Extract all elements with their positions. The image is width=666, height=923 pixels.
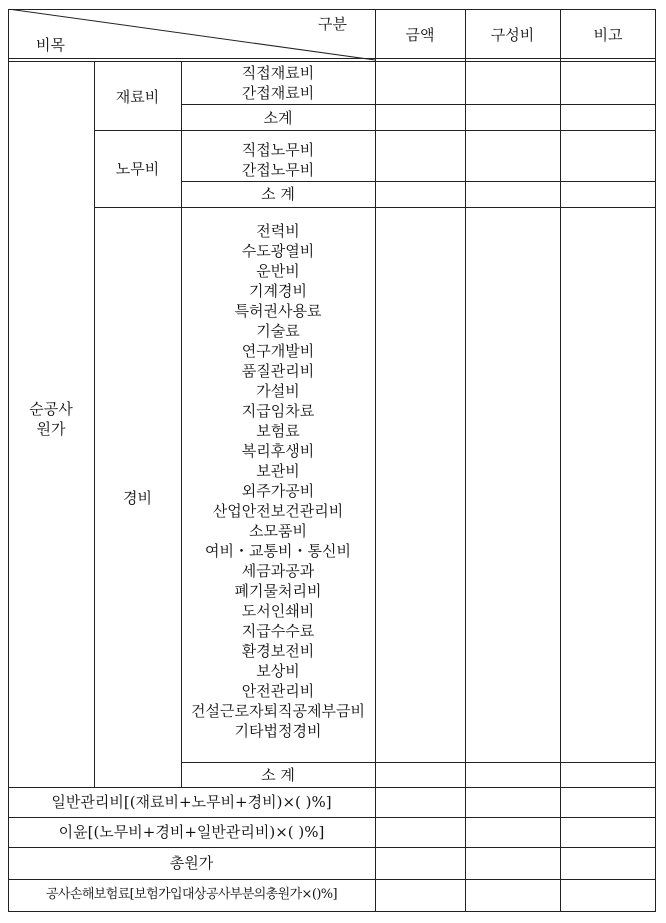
general-admin-cost-row: 일반관리비[(재료비+노무비+경비)×( )%]: [51, 793, 332, 811]
header-bimok-label: 비목: [36, 36, 65, 54]
material-cost-items: [181, 63, 375, 103]
labor-cost-label: 노무비: [115, 160, 160, 178]
list-item: 보상비: [256, 662, 300, 680]
list-item: 품질관리비: [241, 362, 315, 380]
list-item: 간접노무비: [241, 161, 315, 179]
list-item: 지급임차료: [241, 402, 315, 420]
list-item: 직접재료비: [241, 64, 315, 82]
list-item: 지급수수료: [241, 622, 315, 640]
list-item: 기계경비: [249, 282, 307, 300]
list-item: 기술료: [256, 322, 300, 340]
material-subtotal-label: 소계: [263, 109, 293, 127]
list-item: 연구개발비: [241, 342, 315, 360]
list-item: 세금과공과: [241, 562, 315, 580]
header-gubun-label: 구분: [318, 15, 347, 33]
material-cost-label: 재료비: [115, 88, 160, 106]
list-item: 운반비: [256, 262, 300, 280]
net-construction-cost-label: [8, 399, 94, 439]
list-item: 보관비: [256, 462, 300, 480]
column-header-remarks: 비고: [593, 26, 623, 44]
list-item: 외주가공비: [241, 482, 315, 500]
expense-items: [181, 221, 375, 741]
list-item: 특허권사용료: [234, 302, 322, 320]
labor-subtotal-label: 소 계: [261, 185, 295, 203]
list-item: 폐기물처리비: [234, 582, 322, 600]
list-item: 기타법정경비: [234, 722, 322, 740]
list-item: 수도광열비: [241, 242, 315, 260]
list-item: 보험료: [256, 422, 300, 440]
list-item: 간접재료비: [241, 84, 315, 102]
column-header-ratio: 구성비: [490, 26, 535, 44]
expense-subtotal-label: 소 계: [261, 766, 295, 784]
list-item: 복리후생비: [241, 442, 315, 460]
list-item: 건설근로자퇴직공제부금비: [191, 702, 365, 720]
expense-label: 경비: [123, 489, 152, 507]
list-item: 도서인쇄비: [241, 602, 315, 620]
list-item: 가설비: [256, 382, 300, 400]
labor-cost-items: [181, 140, 375, 180]
list-item: 직접노무비: [241, 141, 315, 159]
total-cost-row: 총원가: [169, 854, 214, 872]
list-item: 환경보전비: [241, 642, 315, 660]
cost-breakdown-table: [8, 9, 656, 912]
construction-insurance-row: 공사손해보험료[보험가입대상공사부분의총원가×()%]: [45, 887, 338, 902]
net-cost-label-line1: 순공사: [29, 400, 73, 418]
profit-row: 이윤[(노무비+경비+일반관리비)×( )%]: [58, 823, 325, 841]
net-cost-label-line2: 원가: [36, 420, 66, 438]
list-item: 산업안전보건관리비: [212, 502, 344, 520]
list-item: 안전관리비: [241, 682, 315, 700]
list-item: 소모품비: [249, 522, 307, 540]
column-header-amount: 금액: [405, 26, 435, 44]
list-item: 여비・교통비・통신비: [205, 542, 351, 560]
list-item: 전력비: [256, 222, 300, 240]
